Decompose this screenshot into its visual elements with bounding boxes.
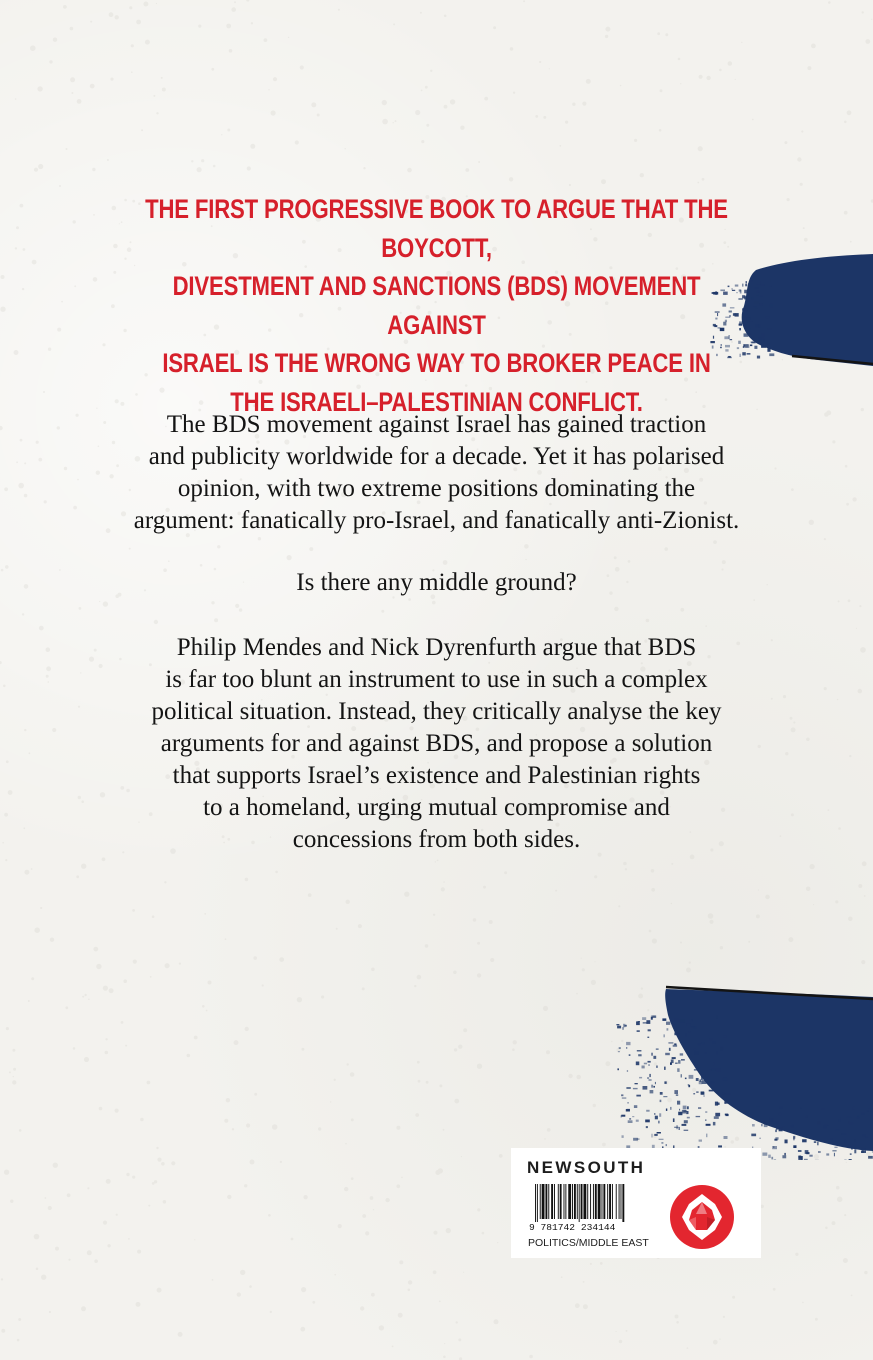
description-paragraph-1 — [90, 409, 783, 537]
brush-stroke-bottom — [596, 975, 873, 1160]
barcode-panel — [511, 1148, 761, 1258]
paragraph-2-line-1: Is there any middle ground? — [296, 569, 577, 596]
publisher-name: NEWSOUTH — [527, 1158, 646, 1177]
tagline-line-3: ISRAEL IS THE WRONG WAY TO BROKER PEACE IN — [162, 348, 711, 378]
description-paragraph-2 — [90, 567, 783, 599]
paragraph-3-line-4: arguments for and against BDS, and propose a solution — [160, 730, 713, 757]
tagline-line-1: THE FIRST PROGRESSIVE BOOK TO ARGUE THAT THE BOYCOTT, — [145, 194, 728, 263]
tagline-line-2: DIVESTMENT AND SANCTIONS (BDS) MOVEMENT AGAINST — [172, 271, 701, 340]
isbn-barcode — [527, 1184, 664, 1232]
paragraph-1-line-1: The BDS movement against Israel has gained traction — [166, 411, 707, 438]
publisher-logo-icon — [669, 1184, 735, 1250]
book-category: POLITICS/MIDDLE EAST — [528, 1237, 649, 1249]
paragraph-1-line-3: opinion, with two extreme positions dominating the — [177, 475, 696, 502]
paragraph-3-line-1: Philip Mendes and Nick Dyrenfurth argue that BDS — [176, 634, 697, 661]
paragraph-3-line-2: is far too blunt an instrument to use in such a complex — [165, 666, 708, 693]
paragraph-1-line-2: and publicity worldwide for a decade. Yet it has polarised — [148, 443, 725, 470]
paragraph-3-line-3: political situation. Instead, they critically analyse the key — [151, 698, 722, 725]
tagline — [128, 190, 745, 421]
isbn-digits: 9 781742 234144 — [529, 1222, 616, 1232]
description-paragraph-3 — [90, 632, 783, 856]
paragraph-3-line-6: to a homeland, urging mutual compromise and — [203, 794, 670, 821]
paragraph-3-line-7: concessions from both sides. — [292, 826, 581, 853]
paragraph-3-line-5: that supports Israel’s existence and Palestinian rights — [172, 762, 701, 789]
paragraph-1-line-4: argument: fanatically pro-Israel, and fanatically anti-Zionist. — [133, 507, 740, 534]
tagline-line-4: THE ISRAELI–PALESTINIAN CONFLICT. — [230, 386, 643, 417]
